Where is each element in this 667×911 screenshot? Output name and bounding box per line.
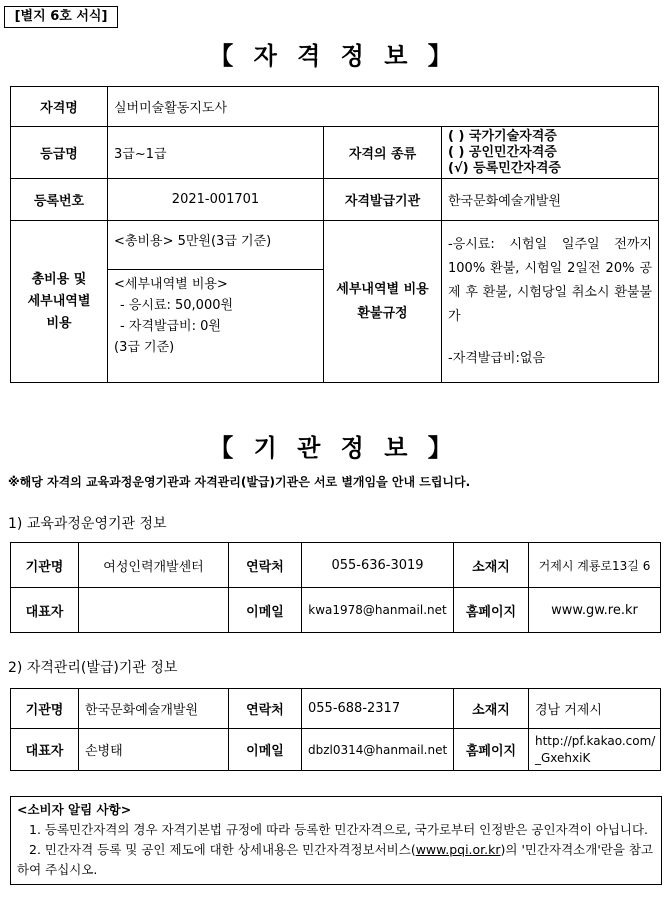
homepage-line: _GxehxiK bbox=[535, 750, 591, 765]
issue-org-rep-label: 대표자 bbox=[11, 729, 79, 771]
edu-org-subtitle: 1) 교육과정운영기관 정보 bbox=[8, 516, 167, 532]
issue-org-email-value: dbzl0314@hanmail.net bbox=[302, 729, 454, 771]
refund-label-line: 세부내역별 비용 bbox=[336, 281, 429, 297]
issue-org-homepage-value bbox=[529, 729, 661, 771]
edu-org-contact-value: 055-636-3019 bbox=[302, 543, 454, 588]
qualification-type-options bbox=[442, 127, 659, 179]
issue-org-name-value: 한국문화예술개발원 bbox=[79, 689, 229, 729]
cost-label-line: 총비용 및 bbox=[31, 271, 87, 287]
issue-org-table bbox=[10, 688, 661, 771]
notice-line-2-suffix: )의 '민간자격소개'란을 참고하여 주십시오. bbox=[17, 842, 654, 877]
consumer-notice-box bbox=[10, 796, 662, 885]
edu-org-email-label: 이메일 bbox=[229, 588, 302, 633]
refund-text: -응시료: 시험일 일주일 전까지 100% 환불, 시험일 2일전 20% 공제 후 환불, 시험당일 취소시 환불불가 bbox=[448, 236, 653, 324]
org-notice: ※해당 자격의 교육과정운영기관과 자격관리(발급)기관은 서로 별개임을 안내 드립니다. bbox=[8, 475, 471, 489]
cost-detail-line: <세부내역별 비용> bbox=[114, 276, 228, 292]
cost-detail-line: - 자격발급비: 0원 bbox=[120, 318, 221, 334]
refund-policy bbox=[442, 221, 659, 383]
homepage-line: http://pf.kakao.com/ bbox=[535, 733, 656, 748]
issue-org-name-label: 기관명 bbox=[11, 689, 79, 729]
issue-org-subtitle: 2) 자격관리(발급)기관 정보 bbox=[8, 660, 178, 676]
consumer-notice-line-2 bbox=[17, 840, 655, 880]
qualification-section-title: 【 자 격 정 보 】 bbox=[209, 42, 458, 70]
issuer-value: 한국문화예술개발원 bbox=[442, 179, 659, 221]
issue-org-email-label: 이메일 bbox=[229, 729, 302, 771]
edu-org-email-value: kwa1978@hanmail.net bbox=[302, 588, 454, 633]
edu-org-homepage-value: www.gw.re.kr bbox=[529, 588, 661, 633]
qualification-info-table bbox=[10, 86, 659, 383]
edu-org-rep-value bbox=[79, 588, 229, 633]
issue-org-homepage-label: 홈페이지 bbox=[454, 729, 529, 771]
edu-org-contact-label: 연락처 bbox=[229, 543, 302, 588]
refund-label-line: 환불규정 bbox=[357, 305, 408, 321]
edu-org-rep-label: 대표자 bbox=[11, 588, 79, 633]
cost-label bbox=[11, 221, 108, 383]
grade-value: 3급~1급 bbox=[108, 127, 324, 179]
total-cost: <총비용> 5만원(3급 기준) bbox=[108, 222, 323, 270]
refund-label bbox=[324, 221, 442, 383]
edu-org-name-label: 기관명 bbox=[11, 543, 79, 588]
registration-number-value: 2021-001701 bbox=[108, 179, 324, 221]
cost-detail bbox=[108, 270, 323, 362]
type-option-national: ( ) 국가기술자격증 bbox=[448, 128, 557, 144]
edu-org-table bbox=[10, 542, 661, 633]
cost-label-line: 세부내역별 bbox=[27, 293, 91, 309]
qualification-type-label: 자격의 종류 bbox=[324, 127, 442, 179]
org-section-title: 【 기 관 정 보 】 bbox=[209, 434, 458, 462]
consumer-notice-title: <소비자 알림 사항> bbox=[17, 802, 132, 817]
issue-org-address-value: 경남 거제시 bbox=[529, 689, 661, 729]
pqi-link[interactable]: www.pqi.or.kr bbox=[415, 842, 501, 857]
issue-org-address-label: 소재지 bbox=[454, 689, 529, 729]
notice-line-2-prefix: 2. 민간자격 등록 및 공인 제도에 대한 상세내용은 민간자격정보서비스( bbox=[29, 842, 416, 857]
refund-issue-fee: -자격발급비:없음 bbox=[448, 350, 545, 366]
edu-org-address-value: 거제시 계룡로13길 6 bbox=[529, 543, 661, 588]
consumer-notice-line-1: 1. 등록민간자격의 경우 자격기본법 규정에 따라 등록한 민간자격으로, 국가로부터 인정받은 공인자격이 아닙니다. bbox=[29, 822, 649, 837]
type-option-registered: (√) 등록민간자격증 bbox=[448, 160, 561, 176]
cost-cell bbox=[108, 221, 324, 383]
issue-org-rep-value: 손병태 bbox=[79, 729, 229, 771]
form-number-tag: [별지 6호 서식] bbox=[4, 6, 118, 28]
edu-org-address-label: 소재지 bbox=[454, 543, 529, 588]
registration-number-label: 등록번호 bbox=[11, 179, 108, 221]
grade-label: 등급명 bbox=[11, 127, 108, 179]
cost-detail-line: - 응시료: 50,000원 bbox=[120, 297, 234, 313]
cost-detail-line: (3급 기준) bbox=[114, 339, 175, 355]
edu-org-name-value: 여성인력개발센터 bbox=[79, 543, 229, 588]
edu-org-homepage-label: 홈페이지 bbox=[454, 588, 529, 633]
cost-label-line: 비용 bbox=[46, 315, 72, 331]
issue-org-contact-label: 연락처 bbox=[229, 689, 302, 729]
qualification-name-label: 자격명 bbox=[11, 87, 108, 127]
type-option-certified: ( ) 공인민간자격증 bbox=[448, 144, 557, 160]
issuer-label: 자격발급기관 bbox=[324, 179, 442, 221]
qualification-name-value: 실버미술활동지도사 bbox=[108, 87, 659, 127]
issue-org-contact-value: 055-688-2317 bbox=[302, 689, 454, 729]
